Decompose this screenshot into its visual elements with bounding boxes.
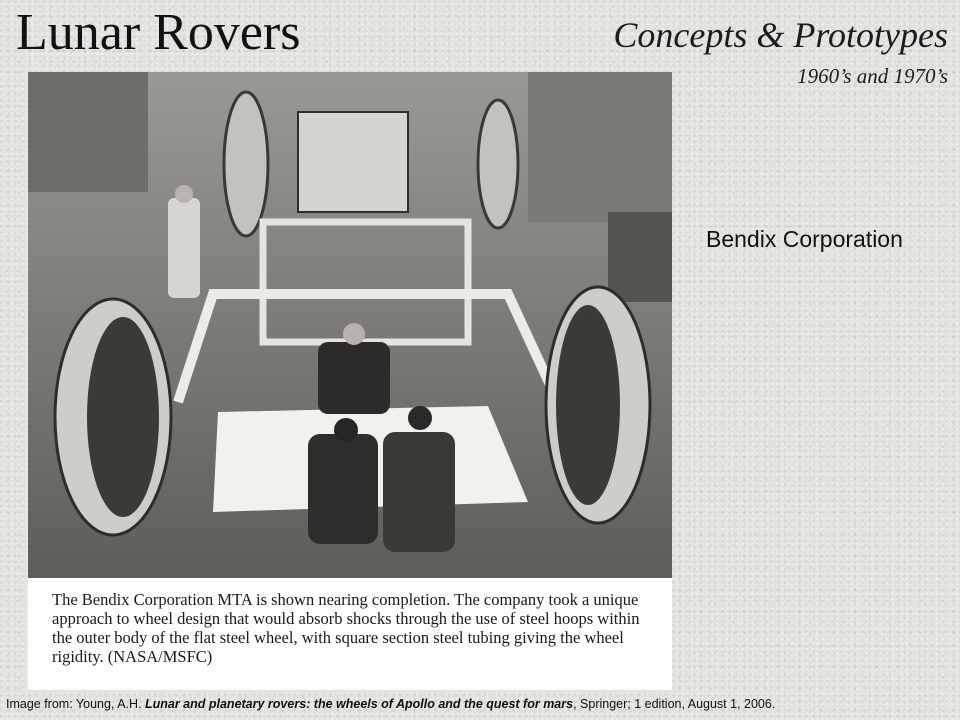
engineer-left	[308, 434, 378, 544]
slide-subtitle: Concepts & Prototypes	[613, 15, 948, 55]
technician-head	[175, 185, 193, 203]
right-workbench	[608, 212, 672, 302]
credit-prefix: Image from: Young, A.H.	[6, 697, 145, 711]
technician-background	[168, 198, 200, 298]
company-label: Bendix Corporation	[706, 226, 903, 252]
rear-left-wheel	[224, 92, 268, 236]
front-right-hub	[556, 305, 620, 505]
figure-caption: The Bendix Corporation MTA is shown nearing completion. The company took a unique approach to wheel design that would absorb shocks through the use of steel hoops within the outer body of the flat steel wheel, with square section steel tubing giving the wheel rigidity. (NASA/MSFC)	[52, 590, 640, 666]
engineer-standing	[318, 342, 390, 414]
engineer-right-head	[408, 406, 432, 430]
credit-suffix: , Springer; 1 edition, August 1, 2006.	[573, 697, 776, 711]
credit-book-title: Lunar and planetary rovers: the wheels of Apollo and the quest for mars	[144, 697, 574, 711]
slide-title: Lunar Rovers	[16, 4, 301, 61]
front-left-hub	[87, 317, 159, 517]
engineer-standing-head	[343, 323, 365, 345]
background-cabinets	[28, 72, 148, 192]
rover-photo	[28, 72, 672, 578]
image-credit	[6, 697, 775, 711]
slide-period: 1960’s and 1970’s	[797, 64, 948, 88]
background-crates	[528, 72, 672, 222]
rover-console	[298, 112, 408, 212]
engineer-left-head	[334, 418, 358, 442]
book-figure	[28, 72, 672, 690]
engineer-right	[383, 432, 455, 552]
rear-right-wheel	[478, 100, 518, 228]
